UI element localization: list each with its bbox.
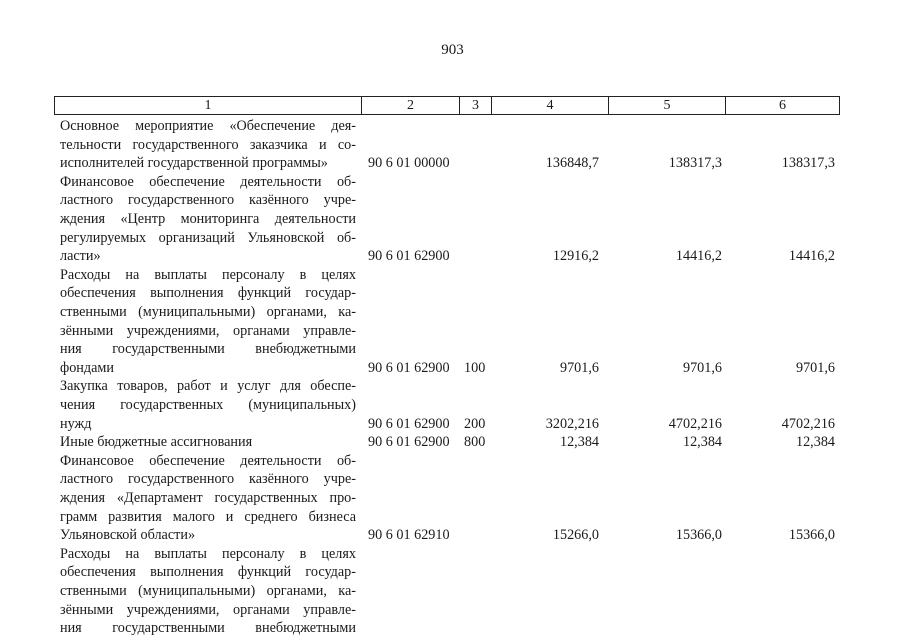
- row-value-col6: 9701,6: [795, 359, 835, 376]
- row-value-col5: 9701,6: [682, 359, 722, 376]
- row-expense-type: 800: [464, 434, 486, 451]
- row-description-line: зёнными учреждениями, органами управле-: [60, 601, 356, 618]
- row-description-line: ждения «Центр мониторинга деятельности: [60, 210, 356, 227]
- row-description-line: Расходы на выплаты персоналу в целях: [60, 545, 356, 562]
- row-value-col6: 12,384: [795, 434, 835, 451]
- header-col-6: 6: [725, 96, 840, 115]
- row-value-col6: 14416,2: [788, 248, 835, 265]
- row-description-line: чения государственных (муниципальных): [60, 396, 356, 413]
- row-value-col4: 136848,7: [545, 155, 599, 172]
- row-description-line: Расходы на выплаты персоналу в целях: [60, 266, 356, 283]
- row-description: [60, 117, 356, 173]
- row-description-line: нужд: [60, 415, 92, 432]
- row-description-line: Финансовое обеспечение деятельности об-: [60, 173, 356, 190]
- header-col-4: 4: [491, 96, 609, 115]
- row-code: 90 6 01 62900: [368, 415, 450, 432]
- row-description-line: ждения «Департамент государственных про-: [60, 489, 356, 506]
- row-description: [60, 266, 356, 378]
- page-number: 903: [441, 42, 464, 58]
- row-description-line: ния государственными внебюджетными: [60, 341, 356, 358]
- row-value-col6: 138317,3: [781, 155, 835, 172]
- row-description-line: Ульяновской области»: [60, 527, 196, 544]
- row-description: [60, 377, 356, 433]
- row-value-col5: 14416,2: [675, 248, 722, 265]
- row-description-line: ластного государственного казённого учре-: [60, 471, 356, 488]
- row-description-line: ственными (муниципальными) органами, ка-: [60, 582, 356, 599]
- row-description: [60, 545, 356, 638]
- row-description-line: исполнителей государственной программы»: [60, 155, 328, 172]
- row-description: [60, 433, 356, 452]
- header-col-2: 2: [361, 96, 460, 115]
- row-code: 90 6 01 62900: [368, 434, 450, 451]
- row-description-line: обеспечения выполнения функций государ-: [60, 285, 356, 302]
- row-description-line: фондами: [60, 359, 114, 376]
- row-description-line: ния государственными внебюджетными: [60, 620, 356, 637]
- row-code: 90 6 01 00000: [368, 155, 450, 172]
- row-expense-type: 200: [464, 415, 486, 432]
- row-description-line: Финансовое обеспечение деятельности об-: [60, 452, 356, 469]
- row-code: 90 6 01 62900: [368, 248, 450, 265]
- row-value-col5: 138317,3: [668, 155, 722, 172]
- table-header: [54, 96, 840, 116]
- row-description-line: ластного государственного казённого учре-: [60, 192, 356, 209]
- row-code: 90 6 01 62900: [368, 359, 450, 376]
- row-description-line: обеспечения выполнения функций государ-: [60, 564, 356, 581]
- row-description-line: Иные бюджетные ассигнования: [60, 434, 253, 451]
- row-description: [60, 452, 356, 545]
- row-description-line: грамм развития малого и среднего бизнеса: [60, 508, 356, 525]
- row-value-col5: 4702,216: [668, 415, 722, 432]
- row-description-line: регулируемых организаций Ульяновской об-: [60, 229, 356, 246]
- row-value-col4: 12916,2: [552, 248, 599, 265]
- header-col-3: 3: [459, 96, 492, 115]
- row-value-col4: 9701,6: [559, 359, 599, 376]
- row-expense-type: 100: [464, 359, 486, 376]
- row-description: [60, 173, 356, 266]
- header-col-1: 1: [54, 96, 362, 115]
- row-value-col5: 12,384: [682, 434, 722, 451]
- row-value-col4: 12,384: [559, 434, 599, 451]
- row-value-col6: 15366,0: [788, 527, 835, 544]
- header-col-5: 5: [608, 96, 726, 115]
- row-value-col4: 3202,216: [545, 415, 599, 432]
- row-description-line: ственными (муниципальными) органами, ка-: [60, 303, 356, 320]
- row-description-line: Основное мероприятие «Обеспечение дея-: [60, 118, 356, 134]
- row-description-line: Закупка товаров, работ и услуг для обеспе-: [60, 378, 356, 395]
- row-code: 90 6 01 62910: [368, 527, 450, 544]
- row-value-col5: 15366,0: [675, 527, 722, 544]
- row-description-line: тельности государственного заказчика и со-: [60, 136, 356, 153]
- row-description-line: ласти»: [60, 248, 101, 265]
- row-value-col4: 15266,0: [552, 527, 599, 544]
- row-value-col6: 4702,216: [781, 415, 835, 432]
- row-description-line: зёнными учреждениями, органами управле-: [60, 322, 356, 339]
